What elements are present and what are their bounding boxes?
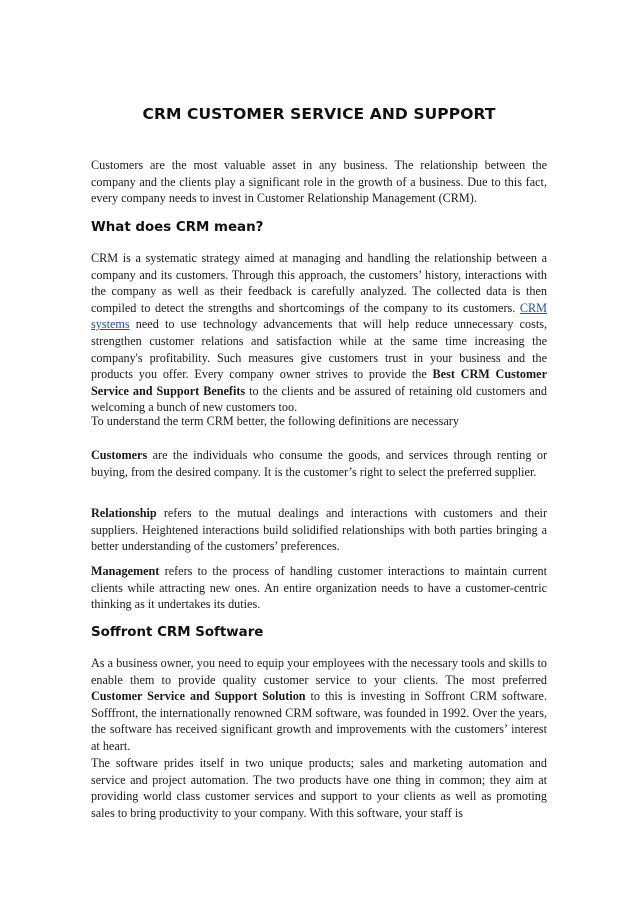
soffront-paragraph-1 xyxy=(91,655,547,755)
crm-definition-paragraph xyxy=(91,250,547,416)
paragraph-text: need to use technology advancements that will help reduce unnecessary costs, strengthen customer relations and satisfaction while at the same time increasing the company's profitability. Such measures give customers trust in your business and the products you offer. Every company owner strives to provide the xyxy=(91,317,548,382)
crm-systems-link[interactable]: CRM systems xyxy=(91,300,547,332)
paragraph-text: CRM is a systematic strategy aimed at managing and handling the relationship between a company and its customers. Through this approach, the customers’ history, interactions with the company as well as their feedback is carefully analyzed. The collected data is then compiled to detect the strengths and shortcomings of the company to its customers. xyxy=(91,251,547,315)
soffront-paragraph-2: The software prides itself in two unique products; sales and marketing automation and service and project automation. The two products have one thing in common; they aim at providing world class customer services and support to your clients as well as promoting sales to bring productivity to your company. With this software, your staff is xyxy=(91,756,547,820)
section-heading-crm-meaning: What does CRM mean? xyxy=(91,220,264,235)
page-title: CRM CUSTOMER SERVICE AND SUPPORT xyxy=(142,105,496,123)
intro-paragraph: Customers are the most valuable asset in any business. The relationship between the company and the clients play a significant role in the growth of a business. Due to this fact, every company needs to invest in Customer Relationship Management (CRM). xyxy=(91,158,547,206)
definition-management xyxy=(91,563,547,613)
definition-text: are the individuals who consume the goods, and services through renting or buying, from the desired company. It is the customer’s right to select the preferred supplier. xyxy=(91,448,547,479)
definition-customers xyxy=(91,447,547,480)
term-management: Management xyxy=(91,564,160,578)
definition-relationship xyxy=(91,505,547,555)
definitions-intro: To understand the term CRM better, the following definitions are necessary xyxy=(91,414,459,428)
paragraph-text: to this is investing in Soffront CRM software. Sofffront, the internationally renowned CRM software, was founded in 1992. Over the years, the software has received significant growth and improvements with the customers’ interest at heart. xyxy=(91,689,548,753)
bold-phrase: Best CRM Customer Service and Support Benefits xyxy=(91,367,547,398)
term-customers: Customers xyxy=(91,448,148,462)
definition-text: refers to the process of handling customer interactions to maintain current clients while attracting new ones. An entire organization needs to have a customer-centric thinking as it undertakes its duties. xyxy=(91,564,548,612)
bold-phrase: Customer Service and Support Solution xyxy=(91,689,306,704)
term-relationship: Relationship xyxy=(91,506,157,520)
section-heading-soffront: Soffront CRM Software xyxy=(91,625,264,640)
paragraph-text: As a business owner, you need to equip your employees with the necessary tools and skills to enable them to provide quality customer service to your clients. The most preferred xyxy=(91,656,547,687)
paragraph-text: to the clients and be assured of retaining old customers and welcoming a bunch of new customers too. xyxy=(91,383,547,415)
definition-text: refers to the mutual dealings and interactions with customers and their suppliers. Heightened interactions build solidified relationships with both parties bringing a better understanding of the customers’ preferences. xyxy=(91,506,548,554)
